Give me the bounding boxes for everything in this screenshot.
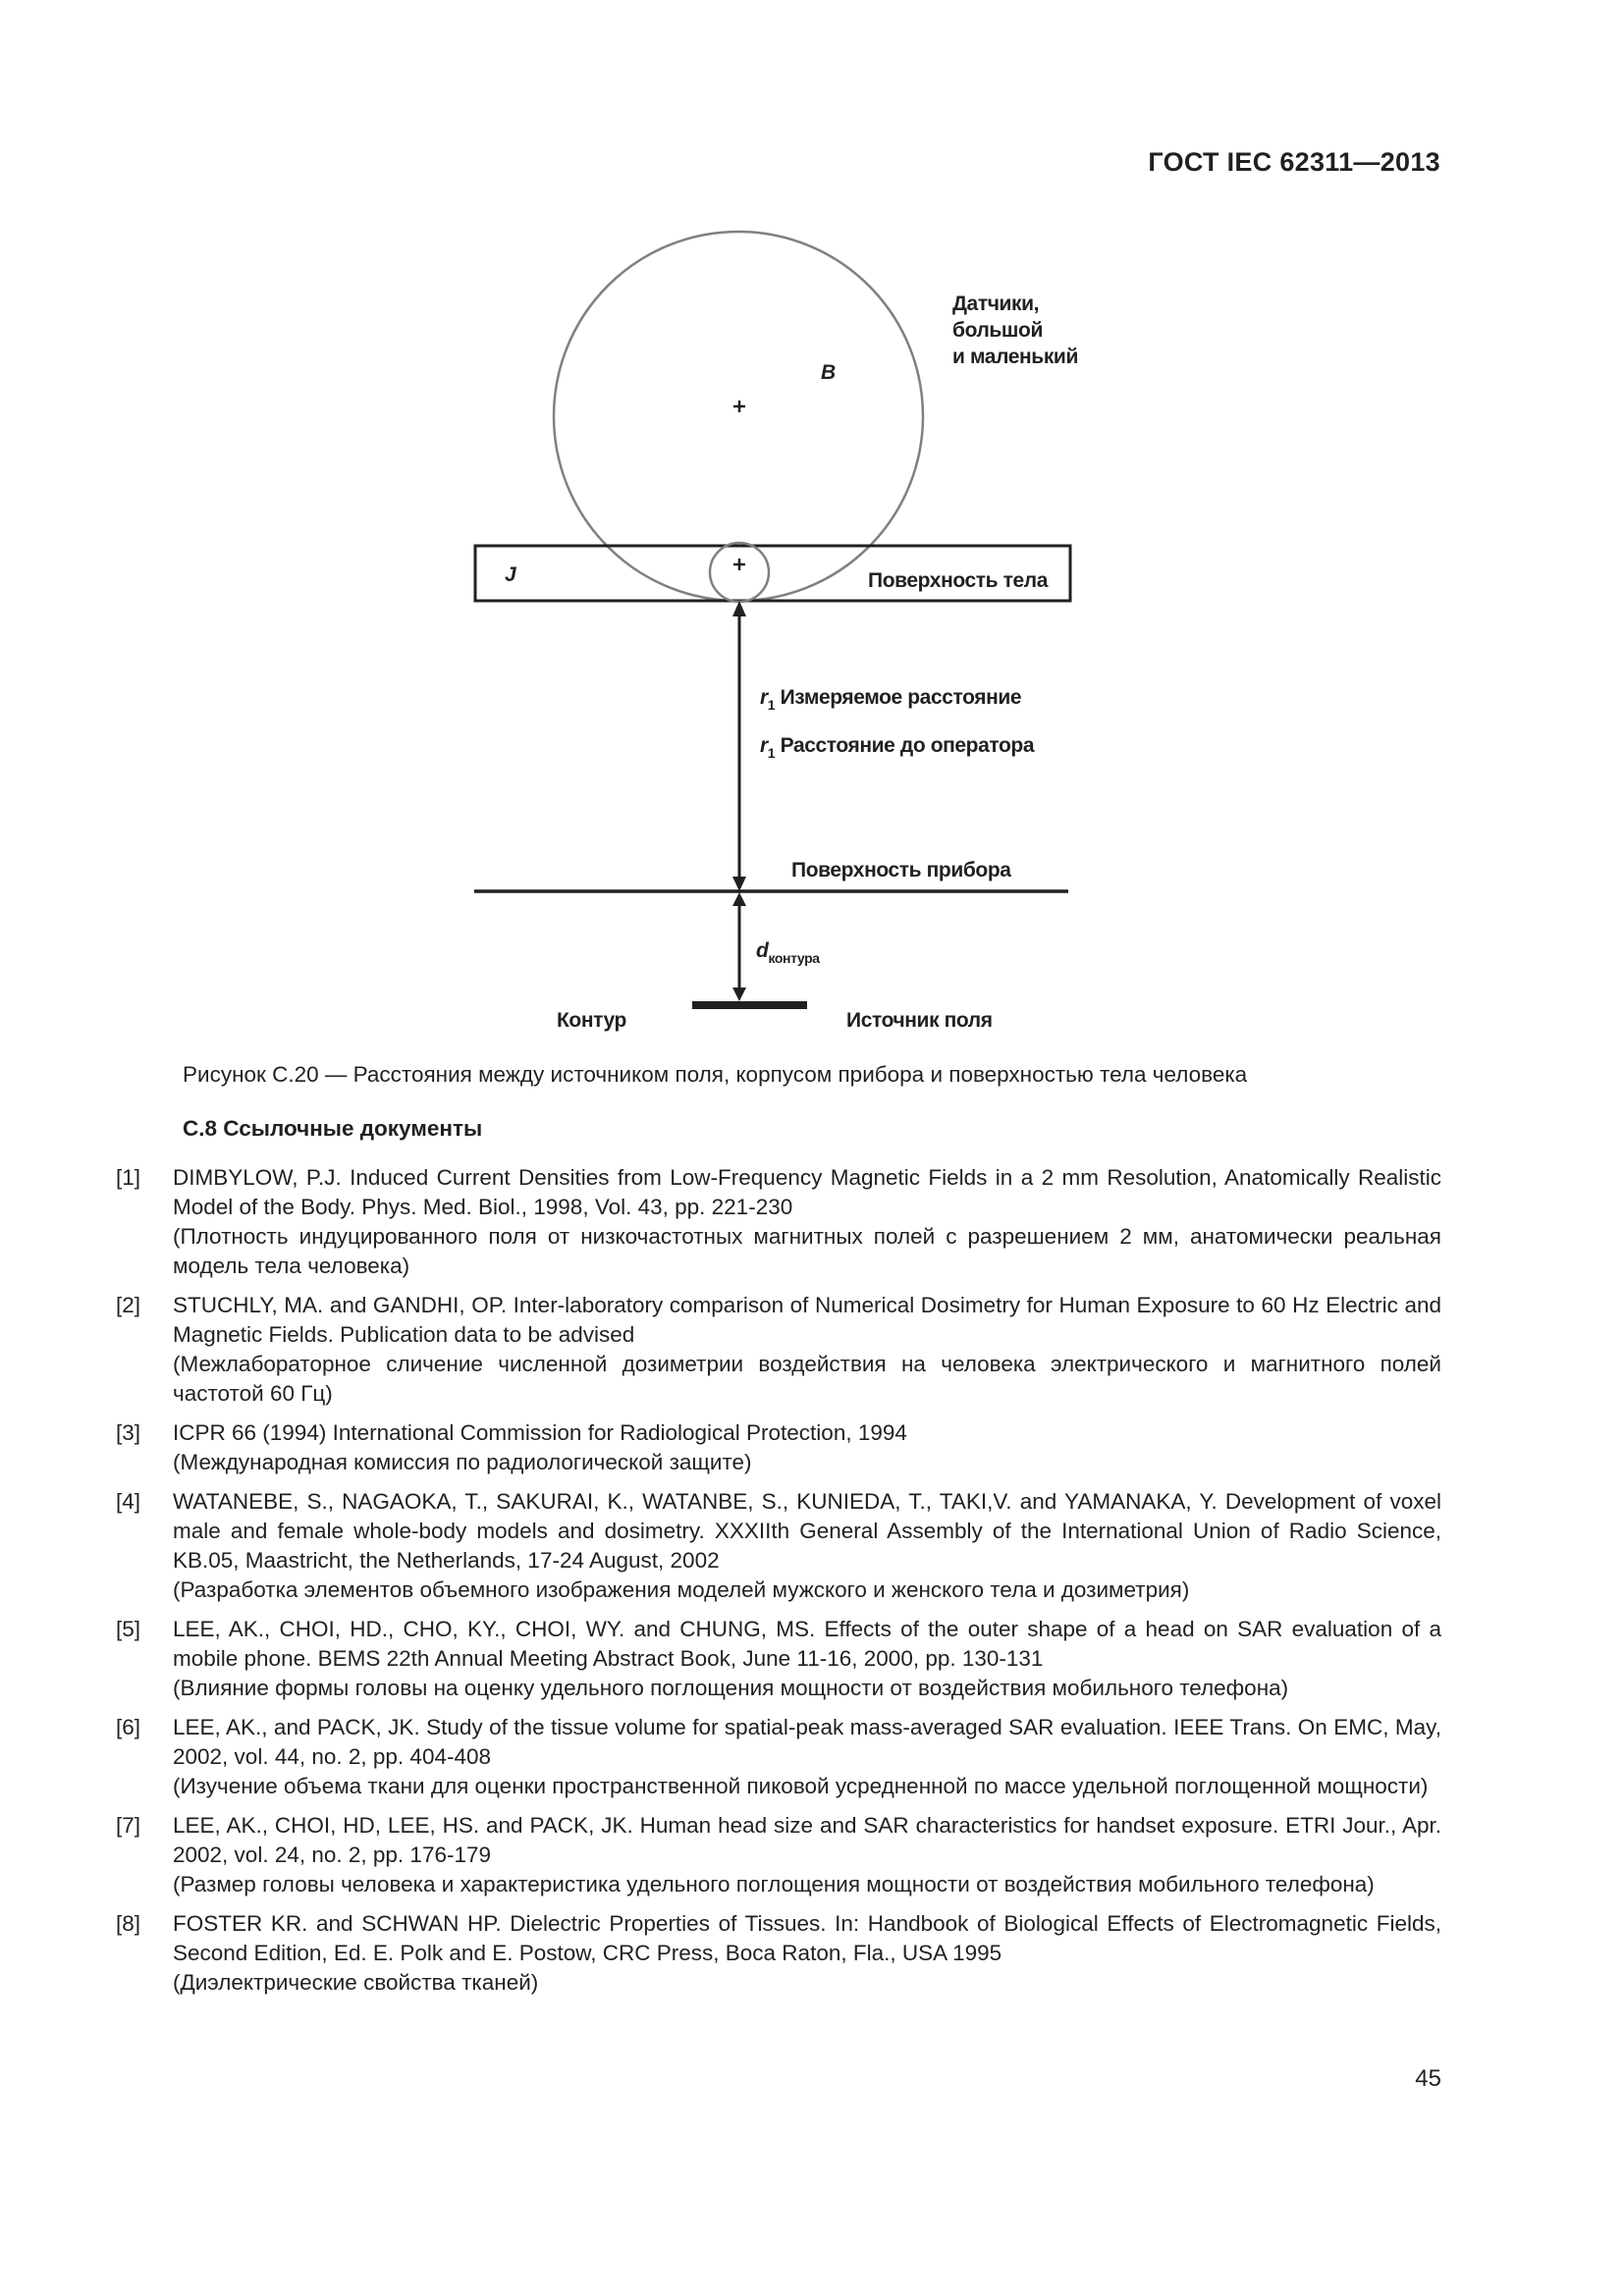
label-j: J: [505, 563, 516, 586]
d-contour-label: $d_{контура}$: [756, 939, 820, 966]
reference-item: [2] STUCHLY, MA. and GANDHI, OP. Inter-laboratory comparison of Numerical Dosimetry for Human Exposure to 60 Hz Electric and Magnetic Fields. Publication data to be advised (Межлабораторное сличение численной дозиметрии воздействия на человека электрического и магнитного полей частотой 60 Гц): [116, 1293, 1441, 1406]
page-number: 45: [1415, 2065, 1441, 2092]
reference-item: [6] LEE, AK., and PACK, JK. Study of the tissue volume for spatial-peak mass-averaged SAR evaluation. IEEE Trans. On EMC, May, 2002, vol. 44, no. 2, pp. 404-408 (Изучение объема ткани для оценки пространственной пиковой усредненной по массе удельной поглощенной мощности): [116, 1715, 1441, 1798]
label-b: B: [821, 361, 836, 384]
field-source-label: Источник поля: [846, 1009, 993, 1032]
references-list: [116, 1163, 1441, 2007]
figure-diagram: [0, 0, 1624, 1080]
figure-c20: [0, 0, 1624, 1080]
sensors-label: Датчики, большой и маленький: [952, 293, 1078, 368]
device-surface-label: Поверхность прибора: [791, 859, 1011, 881]
figure-caption: Рисунок С.20 — Расстояния между источником поля, корпусом прибора и поверхностью тела человека: [183, 1062, 1248, 1087]
reference-item: [7] LEE, AK., CHOI, HD, LEE, HS. and PACK, JK. Human head size and SAR characteristics for handset exposure. ETRI Jour., Apr. 2002, vol. 24, no. 2, pp. 176-179 (Размер головы человека и характеристика удельного поглощения мощности от воздействия мобильного телефона): [116, 1813, 1441, 1896]
reference-item: [4] WATANEBE, S., NAGAOKA, T., SAKURAI, K., WATANBE, S., KUNIEDA, T., TAKI,V. and YAMANAKA, Y. Development of voxel male and female whole-body models and dosimetry. XXXIIth General Assembly of the International Union of Radio Science, KB.05, Maastricht, the Netherlands, 17-24 August, 2002 (Разработка элементов объемного изображения моделей мужского и женского тела и дозиметрия): [116, 1489, 1441, 1602]
section-title: С.8 Ссылочные документы: [183, 1116, 483, 1141]
arrowhead-down-contour: [732, 988, 746, 1001]
small-center-mark: [733, 559, 745, 570]
reference-item: [5] LEE, AK., CHOI, HD., CHO, KY., CHOI, WY. and CHUNG, MS. Effects of the outer shape of a head on SAR evaluation of a mobile phone. BEMS 22th Annual Meeting Abstract Book, June 11-16, 2000, pp. 130-131 (Влияние формы головы на оценку удельного поглощения мощности от воздействия мобильного телефона): [116, 1617, 1441, 1700]
reference-item: [1] DIMBYLOW, P.J. Induced Current Densities from Low-Frequency Magnetic Fields in a 2 mm Resolution, Anatomically Realistic Model of the Body. Phys. Med. Biol., 1998, Vol. 43, pp. 221-230 (Плотность индуцированного поля от низкочастотных магнитных полей с разрешением 2 мм, анатомически реальная модель тела человека): [116, 1165, 1441, 1278]
large-center-mark: [733, 400, 745, 412]
arrowhead-up-body: [732, 601, 746, 616]
contour-label: Контур: [557, 1009, 626, 1032]
document-header: ГОСТ IEC 62311—2013: [1148, 147, 1440, 177]
body-surface-label: Поверхность тела: [868, 569, 1048, 592]
measured-distance-label: $r_1$ Измеряемое расстояние: [760, 686, 1022, 713]
operator-distance-label: $r_1$ Расстояние до оператора: [760, 734, 1035, 761]
reference-item: [8] FOSTER KR. and SCHWAN HP. Dielectric Properties of Tissues. In: Handbook of Biological Effects of Electromagnetic Fields, Second Edition, Ed. E. Polk and E. Postow, CRC Press, Boca Raton, Fla., USA 1995 (Диэлектрические свойства тканей): [116, 1911, 1441, 1995]
arrowhead-up-device: [732, 892, 746, 906]
arrowhead-down-device: [732, 877, 746, 891]
reference-item: [3] ICPR 66 (1994) International Commission for Radiological Protection, 1994 (Международная комиссия по радиологической защите): [116, 1420, 907, 1474]
contour-bar: [692, 1001, 807, 1009]
small-sensor-circle: [710, 543, 769, 602]
